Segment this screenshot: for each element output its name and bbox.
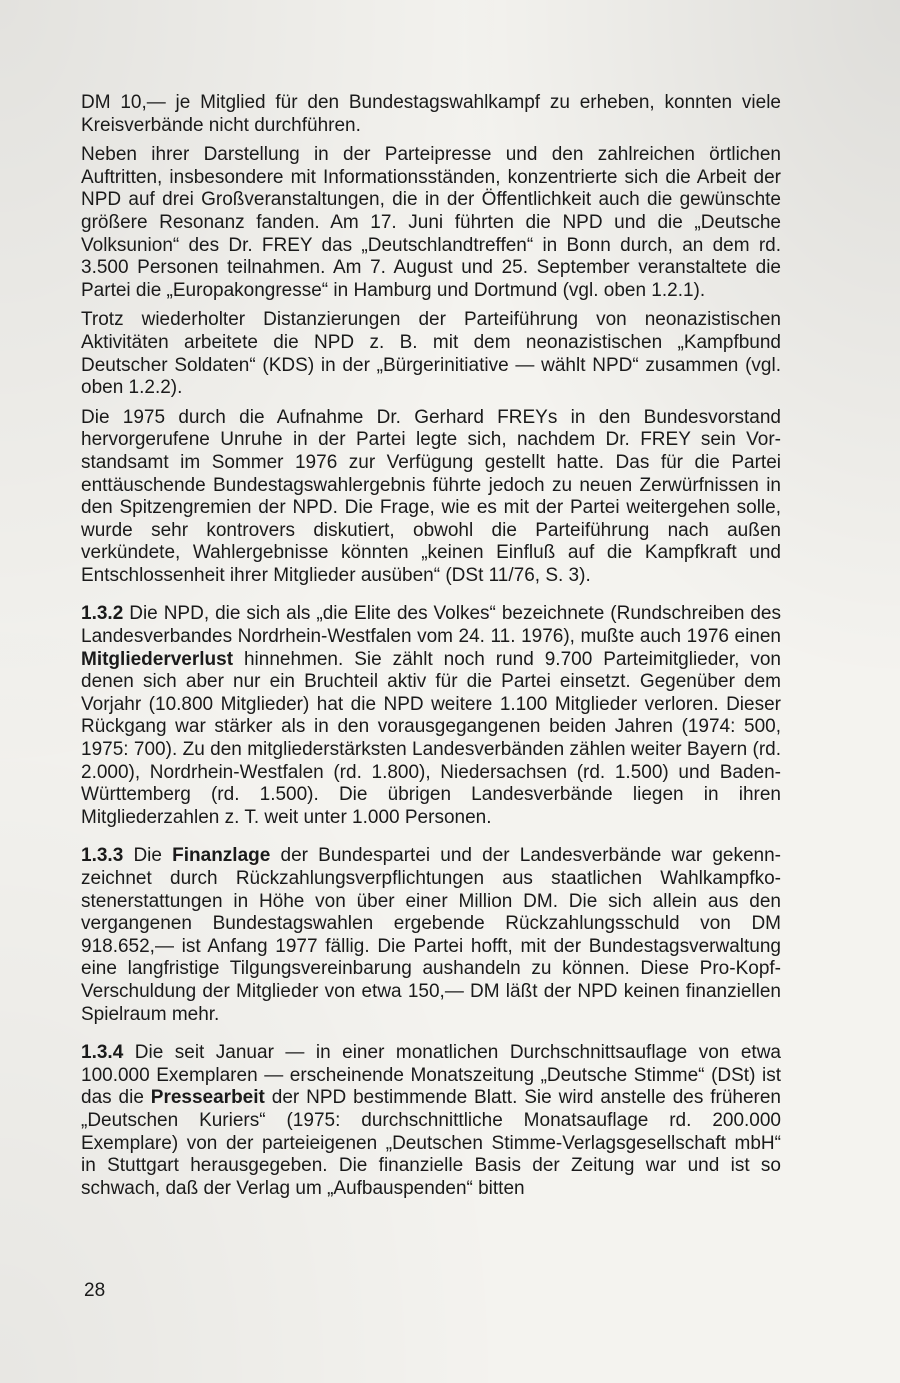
section-number: 1.3.2 xyxy=(81,603,124,625)
section-1-3-3 xyxy=(81,845,781,1026)
section-keyword: Pressearbeit xyxy=(150,1087,265,1109)
section-keyword: Finanzlage xyxy=(172,845,271,867)
page-number: 28 xyxy=(84,1280,106,1301)
paragraph-3: Trotz wiederholter Distanzierungen der Parteiführung von neonazistischen Aktivitäten arbeitete die NPD z. B. mit dem neonazistischen „Kampfbund Deutscher Soldaten“ (KDS) in der „Bürgerinitiative — wählt NPD“ zusammen (vgl. oben 1.2.2). xyxy=(81,309,781,399)
paragraph-1: DM 10,— je Mitglied für den Bundestagswahlkampf zu erheben, konnten viele Kreisverbände nicht durchführen. xyxy=(81,92,781,136)
section-text-before: Die seit Januar — in einer monatlichen Durchschnittsauflage von etwa 100.000 Exemplaren — erscheinende Monatszeitung „Deutsche Stimme“ (DSt) ist das die xyxy=(81,1042,781,1109)
section-text-before: Die NPD, die sich als „die Elite des Volkes“ bezeichnete (Rundschreiben des Landesverbandes Nordrhein-Westfalen vom 24. 11. 1976), mußte auch 1976 einen xyxy=(81,603,781,648)
body-text xyxy=(81,92,781,1207)
paragraph-4: Die 1975 durch die Aufnahme Dr. Gerhard FREYs in den Bundesvorstand hervorgerufene Unruhe in der Partei legte sich, nachdem Dr. FREY sein Vorstandsamt im Sommer 1976 zur Verfügung gestellt hatte. Das für die Partei enttäuschende Bundestagswahlergebnis führte jedoch zu neuen Zerwürfnissen in den Spitzengremien der NPD. Die Frage, wie es mit der Partei weitergehen solle, wurde sehr kontrovers diskutiert, obwohl die Parteiführung nach außen verkündete, Wahlergebnisse könnten „keinen Einfluß auf die Kampfkraft und Entschlossenheit ihrer Mitglieder ausüben“ (DSt 11/76, S. 3). xyxy=(81,406,781,586)
section-keyword: Mitgliederverlust xyxy=(81,648,234,670)
section-text-after: der Bundespartei und der Landesverbände war gekennzeichnet durch Rückzahlungsverpflichtungen aus staatlichen Wahlkampfkostenerstattungen in Höhe von über einer Million DM. Die sich allein aus den vergangenen Bundestagswahlen ergebende Rückzahlungsschuld von DM 918.652,— ist Anfang 1977 fällig. Die Partei hofft, mit der Bundestagsverwaltung eine langfristige Tilgungsvereinbarung aushandeln zu können. Diese Pro-Kopf-Verschuldung der Mitglieder von etwa 150,— DM läßt der NPD keinen finanziellen Spielraum mehr. xyxy=(81,845,781,1025)
section-number: 1.3.3 xyxy=(81,845,124,867)
section-text-after: der NPD bestimmende Blatt. Sie wird anstelle des früheren „Deutschen Kuriers“ (1975: durchschnittliche Monatsauflage rd. 200.000 Exemplare) von der parteieigenen „Deutschen Stimme-Verlagsgesellschaft mbH“ in Stuttgart herausgegeben. Die finanzielle Basis der Zeitung war und ist so schwach, daß der Verlag um „Aufbauspenden“ bitten xyxy=(81,1087,781,1199)
section-1-3-2 xyxy=(81,603,781,829)
paragraph-2: Neben ihrer Darstellung in der Parteipresse und den zahlreichen örtlichen Auftritten, insbesondere mit Informationsständen, konzentrierte sich die Arbeit der NPD auf drei Großveranstaltungen, die in der Öffentlichkeit auch die gewünschte größere Resonanz fanden. Am 17. Juni führten die NPD und die „Deutsche Volksunion“ des Dr. FREY das „Deutschlandtreffen“ in Bonn durch, an dem rd. 3.500 Personen teilnahmen. Am 7. August und 25. September veranstaltete die Partei die „Europakongresse“ in Hamburg und Dortmund (vgl. oben 1.2.1). xyxy=(81,144,781,301)
section-text-before: Die xyxy=(123,845,173,867)
section-1-3-4 xyxy=(81,1042,781,1200)
section-number: 1.3.4 xyxy=(81,1042,124,1064)
section-text-after: hinnehmen. Sie zählt noch rund 9.700 Parteimitglieder, von denen sich aber nur ein Bruchteil aktiv für die Partei einsetzt. Gegenüber dem Vorjahr (10.800 Mitglieder) hat die NPD weitere 1.100 Mitglieder verloren. Dieser Rückgang war stärker als in den vorausgegangenen beiden Jahren (1974: 500, 1975: 700). Zu den mitgliederstärksten Landesverbänden zählen weiter Bayern (rd. 2.000), Nordrhein-Westfalen (rd. 1.800), Niedersachsen (rd. 1.500) und Baden-Württemberg (rd. 1.500). Die übrigen Landesverbände liegen in ihren Mitgliederzahlen z. T. weit unter 1.000 Personen. xyxy=(81,648,781,828)
